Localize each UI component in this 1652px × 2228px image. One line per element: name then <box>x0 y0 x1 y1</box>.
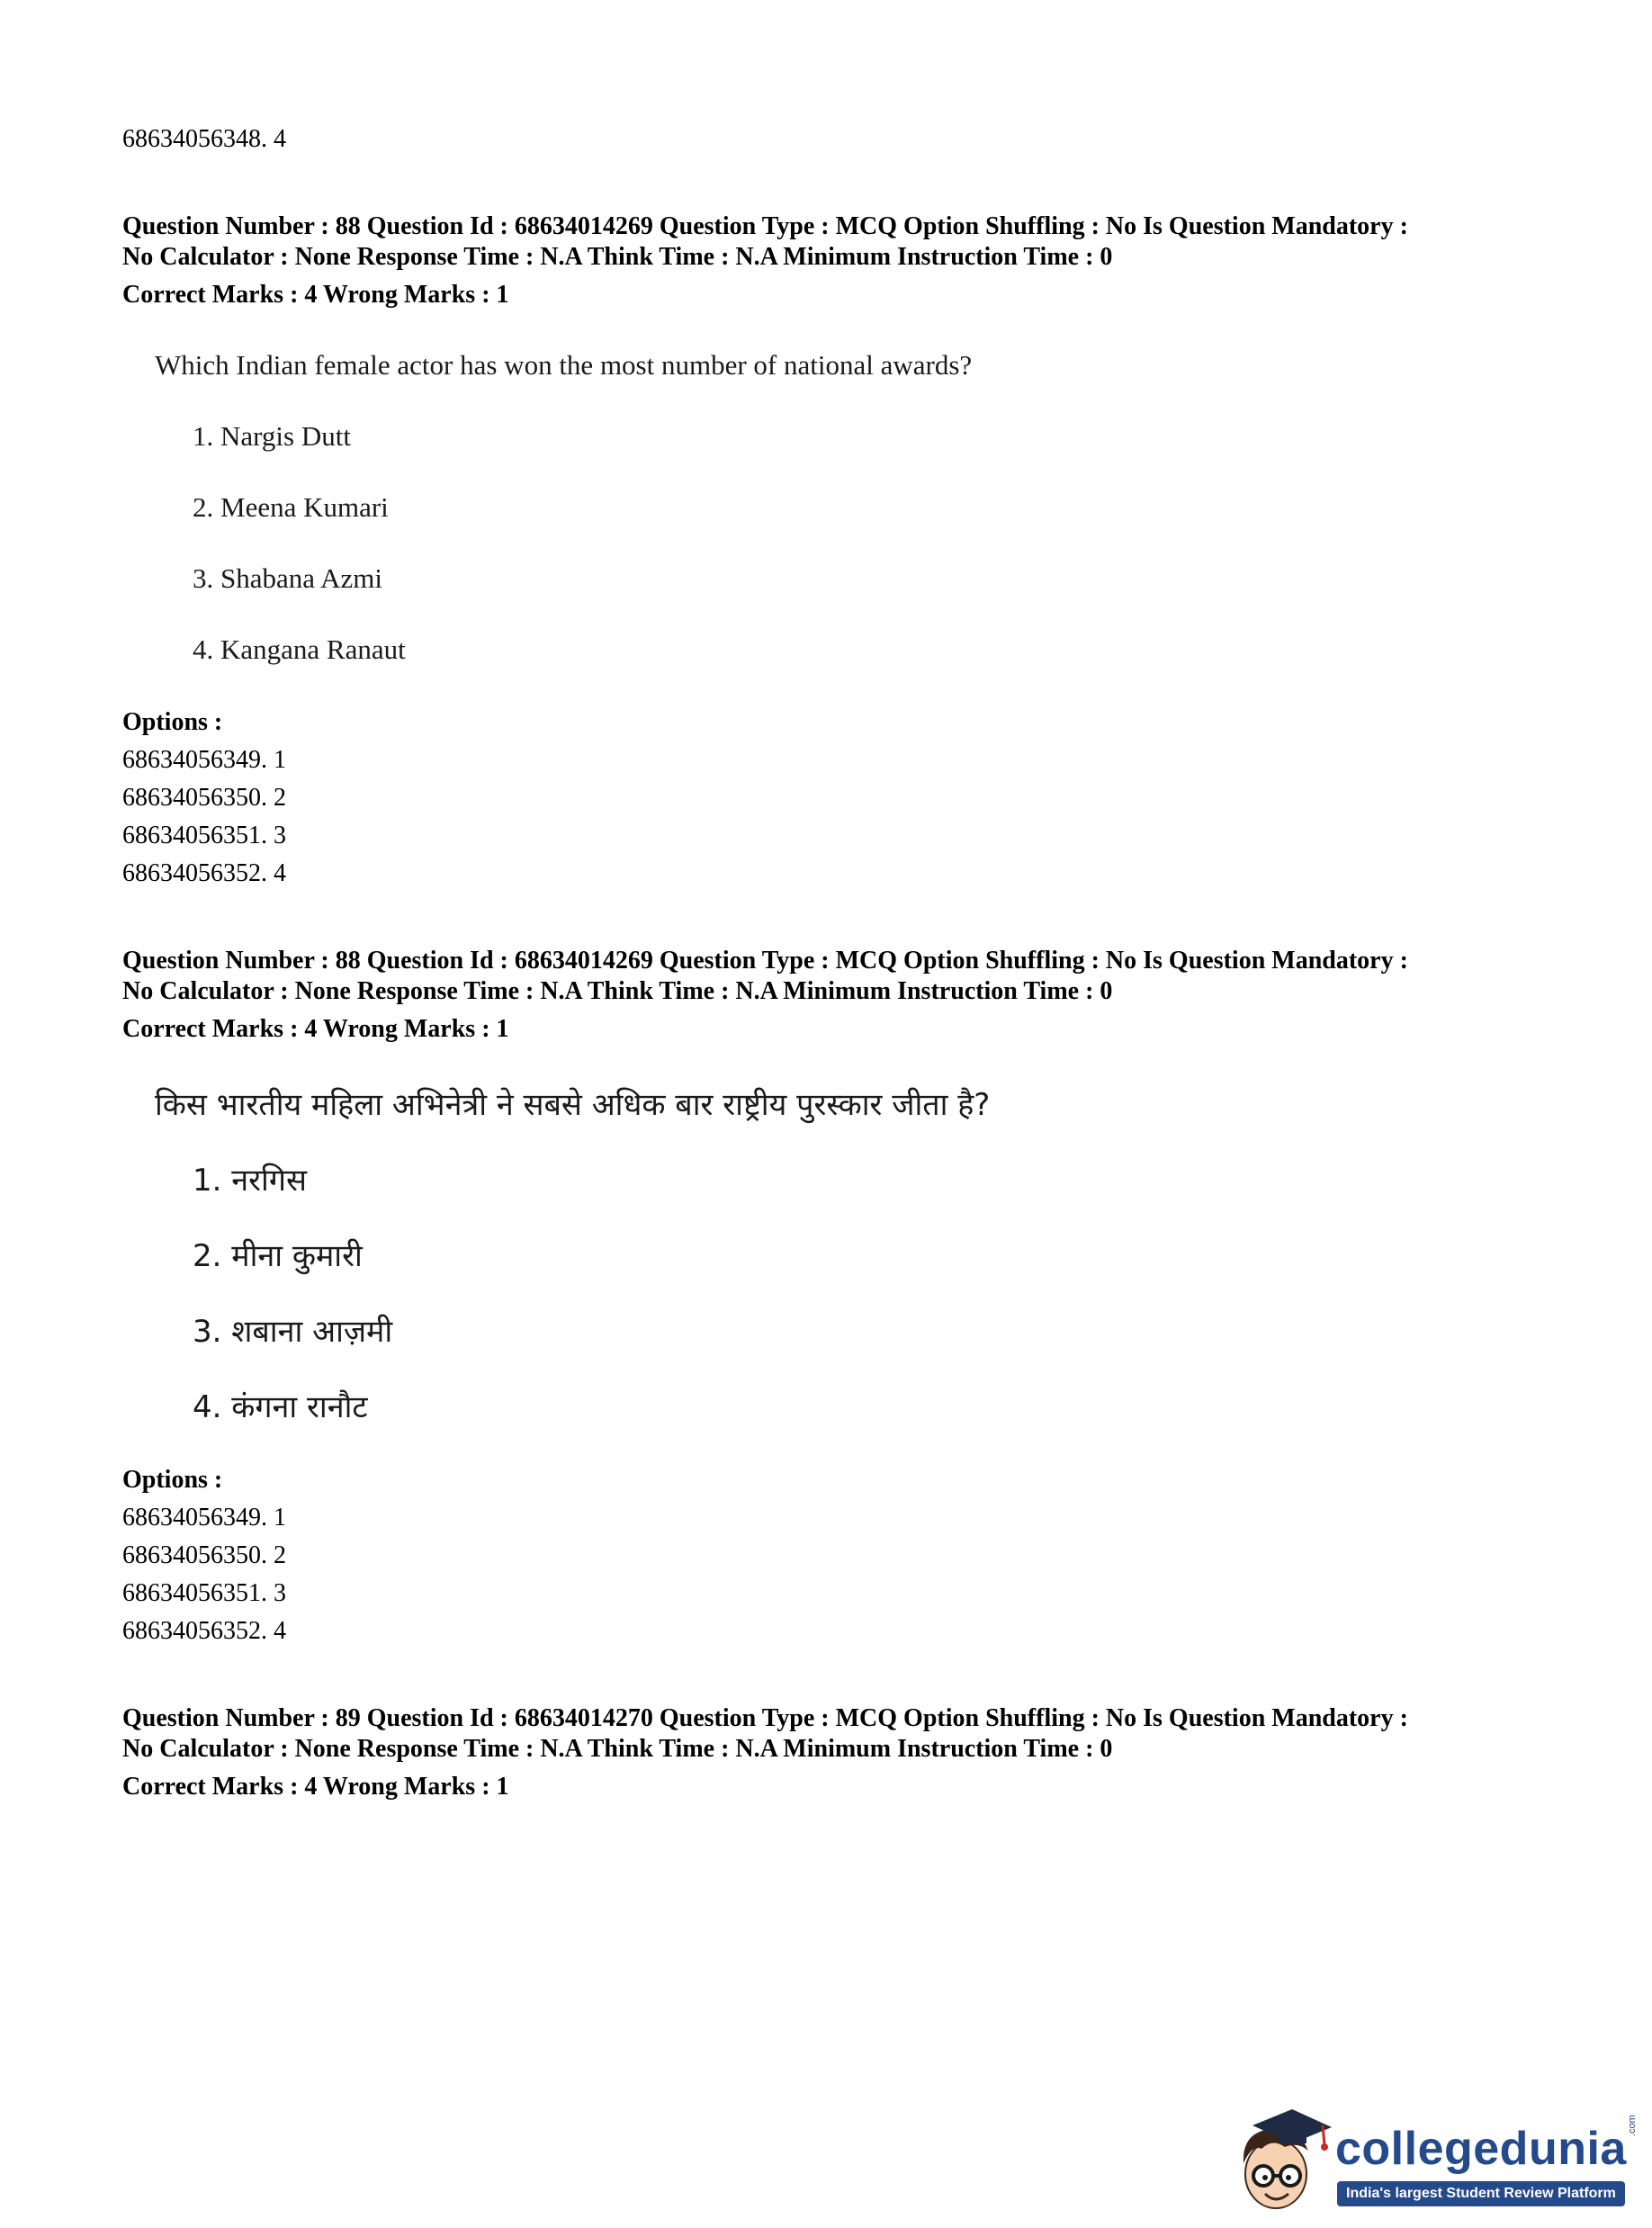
choice-item: 3. Shabana Azmi <box>193 562 382 594</box>
option-line: 68634056351. 3 <box>122 822 286 849</box>
logo-tagline: India's largest Student Review Platform <box>1337 2181 1625 2206</box>
choice-item: 1. नरगिस <box>193 1163 307 1199</box>
logo-suffix: .com <box>1627 2115 1638 2136</box>
options-label: Options : <box>122 1466 223 1494</box>
option-line: 68634056349. 1 <box>122 746 286 774</box>
choice-item: 3. शबाना आज़मी <box>193 1314 393 1350</box>
collegedunia-logo[interactable] <box>1226 2102 1639 2219</box>
option-line: 68634056352. 4 <box>122 859 286 887</box>
question-header-line2: No Calculator : None Response Time : N.A Think Time : N.A Minimum Instruction Time : 0 <box>122 243 1113 271</box>
options-label: Options : <box>122 708 223 736</box>
option-line: 68634056351. 3 <box>122 1579 286 1607</box>
option-line: 68634056349. 1 <box>122 1504 286 1532</box>
student-mascot-icon <box>1226 2106 1333 2217</box>
option-line: 68634056350. 2 <box>122 1541 286 1569</box>
question-header-line2: No Calculator : None Response Time : N.A Think Time : N.A Minimum Instruction Time : 0 <box>122 977 1113 1005</box>
choice-item: 1. Nargis Dutt <box>193 420 351 452</box>
question-header-line1: Question Number : 88 Question Id : 68634014269 Question Type : MCQ Option Shuffling : No Is Question Mandatory : <box>122 947 1408 975</box>
choice-item: 2. Meena Kumari <box>193 491 389 523</box>
choice-item: 4. कंगना रानौट <box>193 1389 368 1425</box>
marks-line: Correct Marks : 4 Wrong Marks : 1 <box>122 1015 509 1043</box>
question-text: Which Indian female actor has won the most number of national awards? <box>155 349 973 381</box>
logo-wordmark: collegedunia <box>1335 2123 1627 2175</box>
question-header-line2: No Calculator : None Response Time : N.A Think Time : N.A Minimum Instruction Time : 0 <box>122 1735 1113 1763</box>
choice-item: 2. मीना कुमारी <box>193 1238 363 1274</box>
option-line: 68634056348. 4 <box>122 125 286 153</box>
question-header-line1: Question Number : 88 Question Id : 68634014269 Question Type : MCQ Option Shuffling : No Is Question Mandatory : <box>122 212 1408 240</box>
option-line: 68634056352. 4 <box>122 1617 286 1645</box>
marks-line: Correct Marks : 4 Wrong Marks : 1 <box>122 281 509 309</box>
choice-item: 4. Kangana Ranaut <box>193 633 406 665</box>
question-text: किस भारतीय महिला अभिनेत्री ने सबसे अधिक बार राष्ट्रीय पुरस्कार जीता है? <box>155 1087 991 1123</box>
option-line: 68634056350. 2 <box>122 784 286 812</box>
marks-line: Correct Marks : 4 Wrong Marks : 1 <box>122 1773 509 1801</box>
question-header-line1: Question Number : 89 Question Id : 68634014270 Question Type : MCQ Option Shuffling : No Is Question Mandatory : <box>122 1704 1408 1732</box>
